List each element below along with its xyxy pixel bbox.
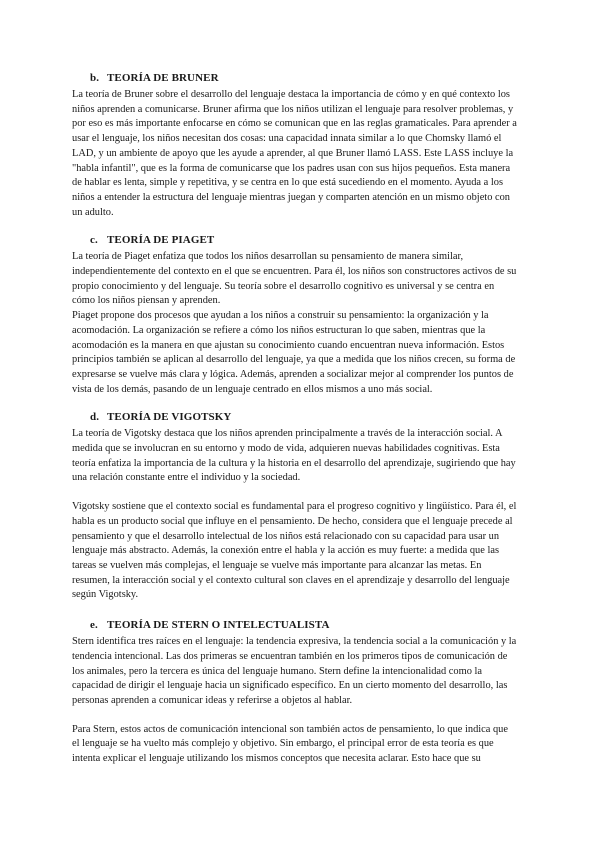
section-title: TEORÍA DE PIAGET <box>107 234 215 247</box>
paragraph: Para Stern, estos actos de comunicación intencional son también actos de pensamiento, lo que indica que el lenguaje se ha vuelto más complejo y objetivo. Sin embargo, el principal error de esta teoría es que intenta explicar el lenguaje utilizando los mismos conceptos que necesita aclarar. Esto hace que su <box>72 723 508 765</box>
section-bruner <box>72 71 518 220</box>
section-heading <box>90 71 518 86</box>
section-heading <box>90 410 518 425</box>
section-letter: d. <box>90 411 100 424</box>
section-heading <box>90 233 518 248</box>
section-title: TEORÍA DE STERN O INTELECTUALISTA <box>107 619 330 632</box>
section-letter: e. <box>90 619 98 632</box>
section-title: TEORÍA DE BRUNER <box>107 72 219 84</box>
section-piaget <box>72 233 518 397</box>
paragraph: Piaget propone dos procesos que ayudan a los niños a construir su pensamiento: la organización y la acomodación. La organización se refiere a cómo los niños estructuran lo que saben, mientras que la acomodación es la manera en que ajustan su conocimiento cuando encuentran nueva información. Estos principios también se aplican al desarrollo del lenguaje, ya que a medida que los niños crecen, su forma de expresarse se vuelve más clara y lógica. Además, aprenden a socializar mejor al comprender los puntos de vista de los demás, pasando de un lenguaje centrado en ellos mismos a uno más social. <box>72 310 516 395</box>
section-vigotsky <box>72 410 518 603</box>
paragraph: La teoría de Bruner sobre el desarrollo del lenguaje destaca la importancia de cómo y en qué contexto los niños aprenden a comunicarse. Bruner afirma que los niños utilizan el lenguaje para resolver problemas, y por eso es más importante enfocarse en cómo se comunican que en las reglas gramaticales. Para aprender a usar el lenguaje, los niños necesitan dos cosas: una capacidad innata similar a lo que Chomsky llamó el LAD, y un ambiente de apoyo que les ayude a aprender, al que Bruner llamó LASS. Este LASS incluye la "habla infantil", que es la forma de comunicarse que los padres usan con sus hijos pequeños. Esta manera de hablar es lenta, simple y repetitiva, y se centra en lo que está sucediendo en el momento. Ayuda a los niños a entender la estructura del lenguaje mientras juegan y comparten atención en un mismo objeto con un adulto. <box>72 89 517 218</box>
paragraph: La teoría de Vigotsky destaca que los niños aprenden principalmente a través de la interacción social. A medida que se involucran en su entorno y modo de vida, adquieren nuevas habilidades cognitivas. Esta teoría enfatiza la importancia de la cultura y la historia en el desarrollo del aprendizaje, sugiriendo que hay una relación constante entre el individuo y la sociedad. <box>72 428 516 484</box>
paragraph: La teoría de Piaget enfatiza que todos los niños desarrollan su pensamiento de manera similar, independientemente del contexto en el que se encuentren. Para él, los niños son constructores activos de su propio conocimiento y del lenguaje. Su teoría sobre el desarrollo cognitivo es universal y se centra en cómo los niños piensan y aprenden. <box>72 251 517 307</box>
paragraph: Vigotsky sostiene que el contexto social es fundamental para el progreso cognitivo y lingüístico. Para él, el habla es un producto social que influye en el pensamiento. De hecho, considera que el lenguaje precede al pensamiento y que el desarrollo intelectual de los niños está relacionado con su capacidad para usar un lenguaje más abstracto. Además, la conexión entre el habla y la acción es muy fuerte: a medida que las tareas se vuelven más complejas, el lenguaje se vuelve más importante para alcanzar las metas. En resumen, la interacción social y el contexto cultural son claves en el aprendizaje y desarrollo del lenguaje según Vigotsky. <box>72 501 517 601</box>
section-letter: b. <box>90 72 100 84</box>
section-heading <box>90 618 518 633</box>
section-stern <box>72 618 518 767</box>
paragraph: Stern identifica tres raíces en el lenguaje: la tendencia expresiva, la tendencia social a la comunicación y la tendencia intencional. Las dos primeras se encuentran también en los primeros tipos de comunicación de los animales, pero la tercera es única del lenguaje humano. Stern define la intencionalidad como la capacidad de dirigir el lenguaje hacia un significado específico. En un cierto momento del desarrollo, las personas aprenden a comunicar ideas y referirse a objetos al hablar. <box>72 636 517 706</box>
section-title: TEORÍA DE VIGOTSKY <box>107 411 232 424</box>
section-letter: c. <box>90 234 98 247</box>
